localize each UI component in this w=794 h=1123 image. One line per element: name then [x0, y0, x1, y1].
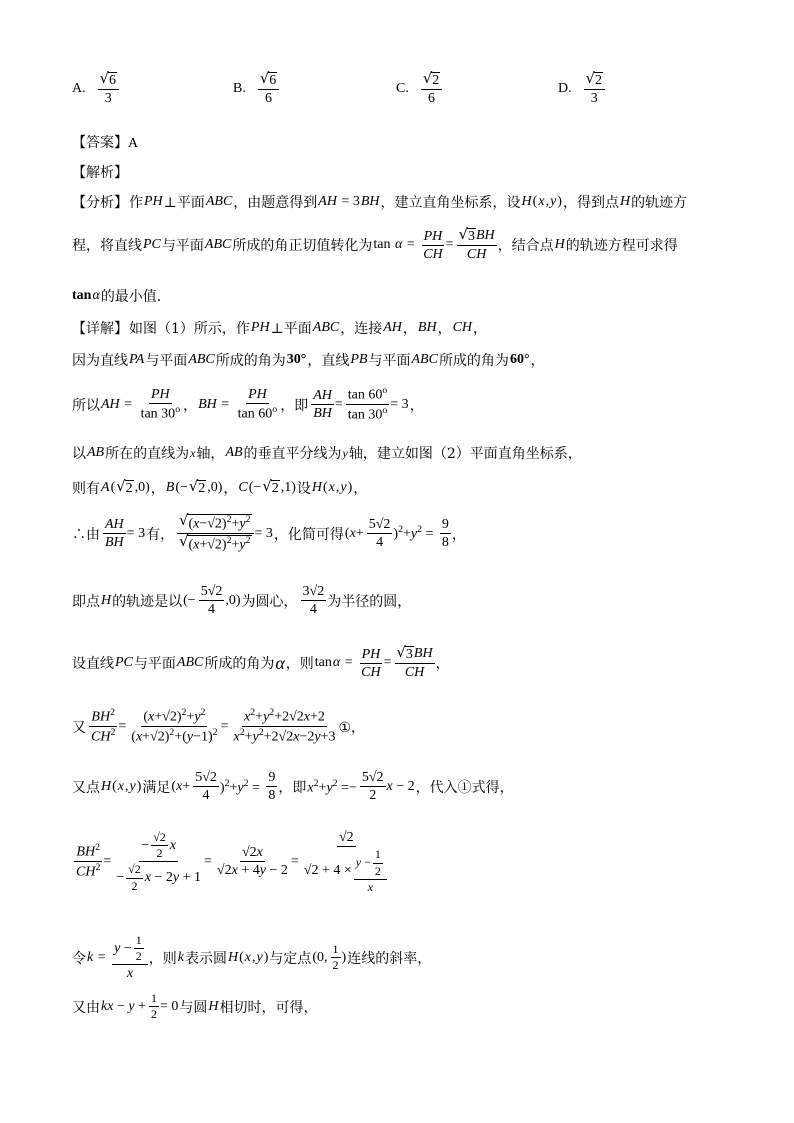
option-den: 3: [104, 91, 112, 107]
option-label: D.: [558, 81, 572, 97]
option-num: 2: [594, 73, 602, 88]
detail-line-6: ∴由 $\frac{AH}{BH}$ = 3 有， √ $(x-√2)^2+y^2$ √ $(x+√2)^2+y^2$ = 3 ，化简可得 (x+ $\frac{5√2}{4}$ )$^2+y^2$ = $\frac{9}{8}$ ，: [72, 512, 466, 553]
detail-line-10: 又点 H ( x , y ) 满足 (x+ $\frac{5√2}{4}$ )$^2+y^2$ = $\frac{9}{8}$ ，即 $x^2+y^2$ =− $\frac{5√2}{2}$ x − 2 ，代入①式得，: [72, 770, 514, 804]
option-den: 3: [590, 91, 598, 107]
option-d[interactable]: D. √ 2 3: [558, 72, 607, 107]
option-b[interactable]: B. √ 6 6: [233, 72, 281, 107]
option-a[interactable]: A. √ 6 3: [72, 72, 121, 107]
answer-value: A: [128, 136, 139, 151]
option-den: 6: [265, 91, 273, 107]
option-num: 6: [108, 73, 116, 88]
option-label: C.: [396, 81, 409, 97]
option-label: A.: [72, 81, 86, 97]
analysis-tag: 【解析】: [72, 165, 128, 181]
detail-line-4: 以 AB 所在的直线为 x 轴， AB 的垂直平分线为 y 轴，建立如图（2）平面直角坐标系，: [72, 445, 582, 462]
option-c[interactable]: C. √ 2 6: [396, 72, 444, 107]
answer-tag: 【答案】: [72, 135, 128, 151]
detail-line-1: 【详解】 如图（1）所示，作 PH ⊥平面 ABC ，连接 AH ， BH ， CH ，: [72, 320, 488, 337]
detail-line-9: 又 $\frac{BH^2}{CH^2}$ = $\frac{(x+√2)^2+y^2}{(x+√2)^2+(y-1)^2}$ = $\frac{x^2+y^2+2√2x+2}{x^2+y^2+2√2x-2y+3}$ ①，: [72, 707, 366, 745]
fenxi-line-3: tan α 的最小值.: [72, 288, 162, 305]
option-label: B.: [233, 81, 246, 97]
answer-line: [72, 132, 138, 152]
detail-line-7: 即点 H 的轨迹是以 (− $\frac{5√2}{4}$ ,0) 为圆心， $\frac{3√2}{4}$ 为半径的圆，: [72, 584, 412, 618]
detail-line-11: $\frac{BH^2}{CH^2}$ = − $\frac{√2}{2}$ x − $\frac{√2}{2}$ x − 2 y + 1 = $\frac{√2x}{√2x + 4y - 2}$ = √2 √2 + 4 × y − $\frac{1}{2}$ x: [72, 830, 392, 894]
option-den: 6: [428, 91, 436, 107]
fenxi-line-2: 程，将直线 PC 与平面 ABC 所成的角正切值转化为 tan α = $\frac{PH}{CH}$ = √ 3 BH CH ，结合点 H 的轨迹方程可求得: [72, 226, 678, 263]
detail-line-3: 所以 AH = $\frac{PH}{\tan 30^o}$ ， BH = $\frac{PH}{\tan 60^o}$ ，即 $\frac{AH}{BH}$ = $\frac{\tan 60^o}{\tan 30^o}$ = 3 ，: [72, 385, 424, 423]
detail-line-12: 令 k = y − $\frac{1}{2}$ x ，则 k 表示圆 H ( x , y ) 与定点 (0, $\frac{1}{2}$ ) 连线的斜率，: [72, 933, 432, 982]
detail-line-5: 则有 A ( √ 2 ,0) ， B (− √ 2 ,0) ， C (− √ 2 ,1) 设 H ( x , y ) ，: [72, 477, 368, 497]
option-num: 2: [432, 73, 440, 88]
detail-line-13: 又由 kx − y + $\frac{1}{2}$ = 0 与圆 H 相切时，可得，: [72, 991, 318, 1022]
detail-line-8: 设直线 PC 与平面 ABC 所成的角为 α ，则 tan α = $\frac{PH}{CH}$ = √ 3 BH CH ，: [72, 644, 450, 681]
option-num: 6: [269, 73, 277, 88]
detail-line-2: 因为直线 PA 与平面 ABC 所成的角为 30° ，直线 PB 与平面 ABC 所成的角为 60° ，: [72, 352, 545, 369]
fenxi-line-1: 【分析】 作 PH ⊥平面 ABC ，由题意得到 AH = 3 BH ，建立直角坐标系，设 H ( x , y ) ，得到点 H 的轨迹方: [72, 194, 688, 211]
